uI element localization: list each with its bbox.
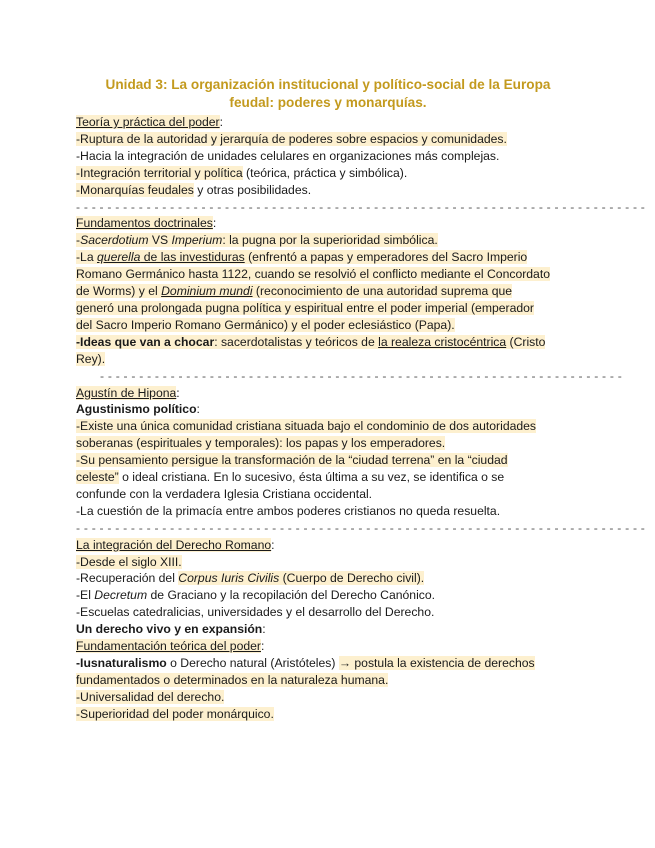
paragraph-line: Romano Germánico hasta 1122, cuando se resolvió el conflicto mediante el Concordato bbox=[76, 267, 551, 282]
list-item: -La querella de las investiduras (enfrentó a papas y emperadores del Sacro Imperio bbox=[76, 250, 528, 265]
title-line-2: feudal: poderes y monarquías. bbox=[229, 95, 427, 110]
list-item: -Hacia la integración de unidades celulares en organizaciones más complejas. bbox=[76, 148, 500, 163]
separator: - - - - - - - - - - - - - - - - - - - - - - - - - - - - - - - - - - - - - - - - - - - - - - - - - - - - - - - - - - - - - - - - - - - bbox=[100, 368, 623, 383]
title-line-1: Unidad 3: La organización institucional y político-social de la Europa bbox=[105, 77, 551, 92]
section-heading-teoria: Teoría y práctica del poder: bbox=[76, 115, 224, 129]
paragraph-line: fundamentados o determinados en la naturaleza humana. bbox=[76, 672, 389, 687]
document-body bbox=[76, 114, 646, 723]
paragraph-line: Rey). bbox=[76, 351, 106, 366]
paragraph-line: celeste” o ideal cristiana. En lo sucesivo, ésta última a su vez, se identifica o se bbox=[76, 470, 505, 485]
separator: - - - - - - - - - - - - - - - - - - - - - - - - - - - - - - - - - - - - - - - - - - - - - - - - - - - - - - - - - - - - - - - - - - - - - - - - - bbox=[76, 199, 646, 214]
list-item: -Monarquías feudales y otras posibilidades. bbox=[76, 182, 312, 197]
subheading-agustinismo: Agustinismo político: bbox=[76, 402, 200, 417]
page-title bbox=[68, 76, 588, 112]
section-heading-fundamentos: Fundamentos doctrinales: bbox=[76, 216, 217, 231]
list-item: -Ideas que van a chocar: sacerdotalistas y teóricos de la realeza cristocéntrica (Cristo bbox=[76, 334, 546, 349]
subheading-fundamentacion: Fundamentación teórica del poder: bbox=[76, 639, 265, 654]
paragraph-line: generó una prolongada pugna política y espiritual entre el poder imperial (emperador bbox=[76, 300, 534, 315]
list-item: -El Decretum de Graciano y la recopilación del Derecho Canónico. bbox=[76, 588, 436, 603]
list-item: -Recuperación del Corpus Iuris Civilis (Cuerpo de Derecho civil). bbox=[76, 571, 425, 586]
list-item: -Universalidad del derecho. bbox=[76, 689, 225, 704]
subheading-derecho-vivo: Un derecho vivo y en expansión: bbox=[76, 622, 266, 637]
list-item: -Integración territorial y política (teórica, práctica y simbólica). bbox=[76, 165, 408, 180]
list-item: -Ruptura de la autoridad y jerarquía de poderes sobre espacios y comunidades. bbox=[76, 131, 507, 146]
list-item: -Iusnaturalismo o Derecho natural (Aristóteles) → postula la existencia de derechos bbox=[76, 656, 535, 670]
list-item: -Desde el siglo XIII. bbox=[76, 554, 182, 569]
paragraph-line: de Worms) y el Dominium mundi (reconocimiento de una autoridad suprema que bbox=[76, 284, 513, 299]
list-item: -Sacerdotium VS Imperium: la pugna por la superioridad simbólica. bbox=[76, 233, 438, 248]
section-heading-derecho-romano: La integración del Derecho Romano: bbox=[76, 537, 275, 552]
list-item: -Escuelas catedralicias, universidades y el desarrollo del Derecho. bbox=[76, 605, 435, 620]
section-heading-agustin: Agustín de Hipona: bbox=[76, 385, 180, 400]
list-item: -Superioridad del poder monárquico. bbox=[76, 706, 274, 721]
paragraph-line: soberanas (espirituales y temporales): los papas y los emperadores. bbox=[76, 436, 446, 451]
paragraph-line: confunde con la verdadera Iglesia Cristiana occidental. bbox=[76, 486, 373, 501]
paragraph-line: del Sacro Imperio Romano Germánico) y el poder eclesiástico (Papa). bbox=[76, 317, 455, 332]
list-item: -Existe una única comunidad cristiana situada bajo el condominio de dos autoridades bbox=[76, 419, 537, 434]
list-item: -La cuestión de la primacía entre ambos poderes cristianos no queda resuelta. bbox=[76, 503, 501, 518]
list-item: -Su pensamiento persigue la transformación de la “ciudad terrena” en la “ciudad bbox=[76, 453, 508, 468]
separator: - - - - - - - - - - - - - - - - - - - - - - - - - - - - - - - - - - - - - - - - - - - - - - - - - - - - - - - - - - - - - - - - - - - - - - - - - bbox=[76, 520, 646, 535]
